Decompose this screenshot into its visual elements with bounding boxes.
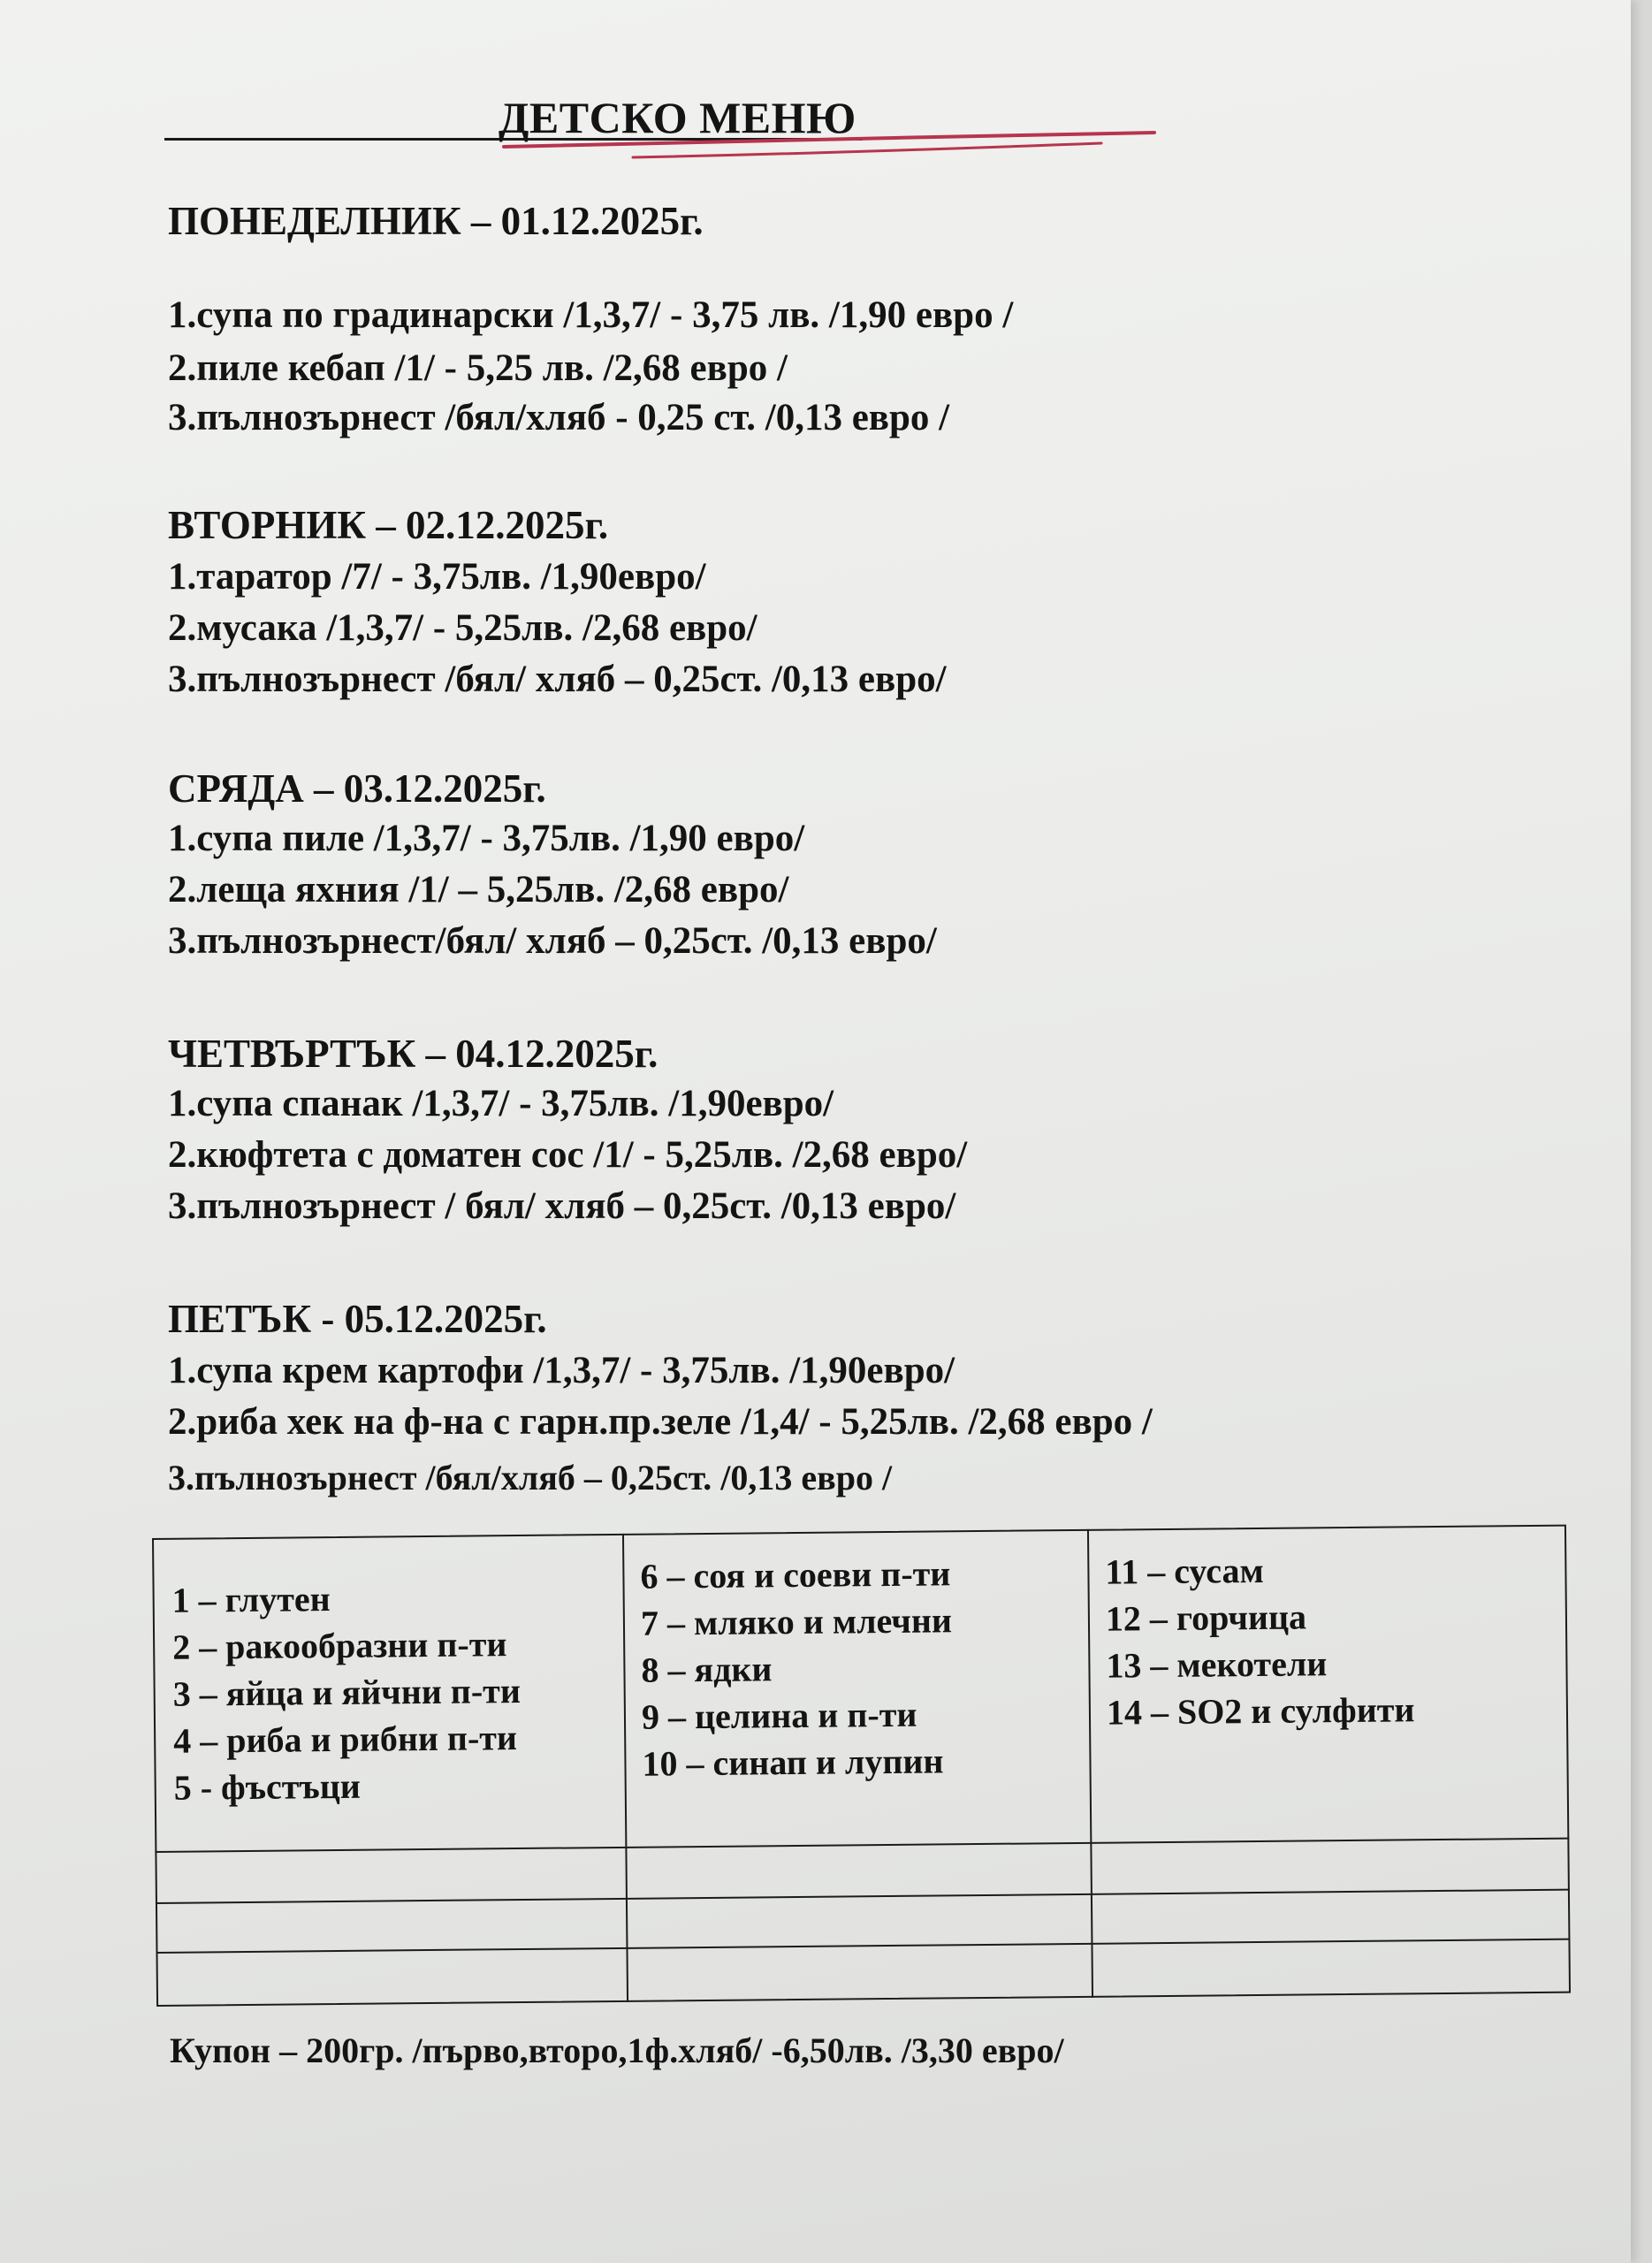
allergen-entry: 5 - фъстъци — [173, 1765, 362, 1808]
day-heading-monday: ПОНЕДЕЛНИК – 01.12.2025г. — [168, 199, 704, 243]
menu-item-thursday-2: 2.кюфтета с доматен сос /1/ - 5,25лв. /2,68 евро/ — [168, 1134, 968, 1176]
menu-item-friday-3: 3.пълнозърнест /бял/хляб – 0,25ст. /0,13 евро / — [168, 1458, 893, 1497]
day-heading-thursday: ЧЕТВЪРТЪК – 04.12.2025г. — [168, 1032, 659, 1076]
menu-item-wednesday-1: 1.супа пиле /1,3,7/ - 3,75лв. /1,90 евро/ — [168, 818, 805, 859]
allergen-entry: 4 – риба и рибни п-ти — [172, 1718, 518, 1761]
allergen-entry: 3 – яйца и яйчни п-ти — [172, 1671, 521, 1714]
allergen-legend-table — [152, 1525, 1571, 2007]
allergen-entry: 8 – ядки — [641, 1649, 773, 1690]
menu-item-wednesday-2: 2.леща яхния /1/ – 5,25лв. /2,68 евро/ — [168, 869, 789, 911]
allergen-column-2 — [640, 1550, 954, 1787]
allergen-entry: 6 – соя и соеви п-ти — [640, 1553, 951, 1596]
menu-item-monday-3: 3.пълнозърнест /бял/хляб - 0,25 ст. /0,13 евро / — [168, 397, 950, 438]
allergen-entry: 1 – глутен — [171, 1579, 331, 1620]
coupon-line: Купон – 200гр. /първо,второ,1ф.хляб/ -6,50лв. /3,30 евро/ — [170, 2031, 1064, 2070]
menu-item-tuesday-3: 3.пълнозърнест /бял/ хляб – 0,25ст. /0,13 евро/ — [168, 659, 947, 700]
red-underline-stroke — [500, 127, 1172, 171]
allergen-column-3 — [1105, 1545, 1415, 1735]
day-heading-tuesday: ВТОРНИК – 02.12.2025г. — [168, 503, 609, 547]
allergen-column-1 — [171, 1573, 521, 1811]
menu-item-tuesday-2: 2.мусака /1,3,7/ - 5,25лв. /2,68 евро/ — [168, 607, 757, 649]
allergen-entry: 13 – мекотели — [1106, 1643, 1328, 1686]
allergen-entry: 11 – сусам — [1105, 1550, 1264, 1592]
menu-item-friday-1: 1.супа крем картофи /1,3,7/ - 3,75лв. /1,90евро/ — [168, 1350, 955, 1391]
allergen-entry: 7 – мляко и млечни — [640, 1600, 953, 1643]
menu-item-monday-2: 2.пиле кебап /1/ - 5,25 лв. /2,68 евро / — [168, 347, 788, 389]
menu-item-monday-1: 1.супа по градинарски /1,3,7/ - 3,75 лв. /1,90 евро / — [168, 294, 1014, 336]
menu-item-tuesday-1: 1.таратор /7/ - 3,75лв. /1,90евро/ — [168, 556, 706, 598]
day-heading-wednesday: СРЯДА – 03.12.2025г. — [168, 766, 546, 811]
menu-title-block — [164, 88, 1013, 159]
allergen-entry: 10 – синап и лупин — [642, 1741, 944, 1784]
menu-item-thursday-3: 3.пълнозърнест / бял/ хляб – 0,25ст. /0,13 евро/ — [168, 1185, 956, 1227]
allergen-entry: 12 – горчица — [1105, 1596, 1307, 1639]
allergen-entry: 9 – целина и п-ти — [641, 1694, 917, 1737]
day-heading-friday: ПЕТЪК - 05.12.2025г. — [168, 1297, 547, 1341]
menu-item-friday-2: 2.риба хек на ф-на с гарн.пр.зеле /1,4/ - 5,25лв. /2,68 евро / — [168, 1401, 1153, 1443]
allergen-entry: 14 – SO2 и сулфити — [1106, 1689, 1415, 1733]
menu-item-wednesday-3: 3.пълнозърнест/бял/ хляб – 0,25ст. /0,13 евро/ — [168, 920, 937, 962]
menu-item-thursday-1: 1.супа спанак /1,3,7/ - 3,75лв. /1,90евро/ — [168, 1083, 834, 1124]
allergen-entry: 2 – ракообразни п-ти — [171, 1624, 507, 1667]
menu-title: ДЕТСКО МЕНЮ — [499, 93, 856, 142]
